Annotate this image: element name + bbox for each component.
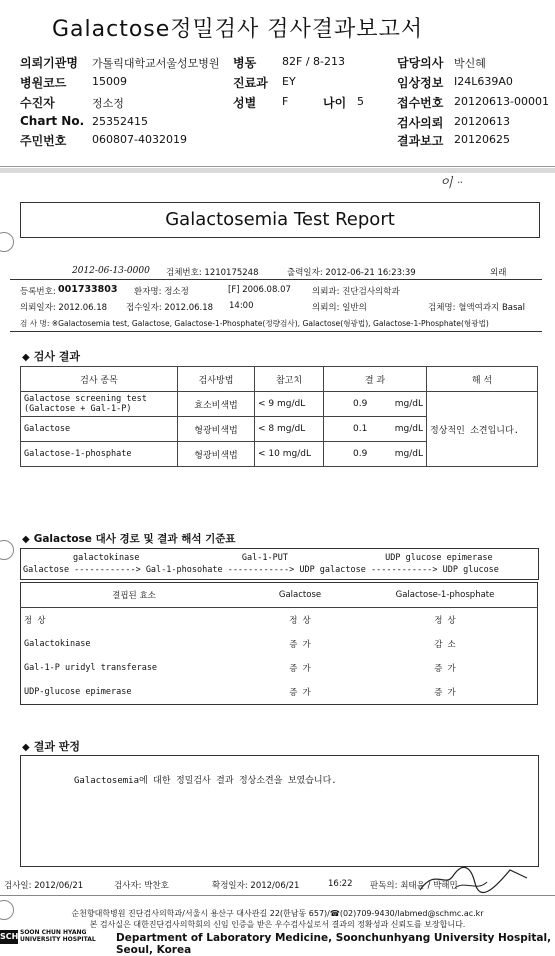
label-ward: 병동 (233, 56, 257, 70)
value-department: EY (282, 75, 296, 88)
divider (0, 895, 555, 896)
col-reference: 참고치 (255, 367, 324, 392)
patient-name: 환자명: 정소정 (134, 287, 189, 297)
gal1p-level: 감 소 (434, 640, 456, 650)
label-doctor: 담당의사 (397, 56, 444, 70)
value-hospital-code: 15009 (92, 75, 127, 88)
report-title: Galactosemia Test Report (165, 209, 395, 230)
value-clinical-info: I24L639A0 (454, 75, 513, 88)
reading-doctor: 판독의: 최태윤 / 박해민 (370, 881, 458, 891)
enzyme: 정 상 (24, 616, 46, 626)
registration-label: 등록번호: (20, 287, 56, 297)
judgement-header-text: 결과 판정 (33, 740, 81, 753)
outpatient-label: 외래 (490, 268, 507, 278)
result: 0.9 mg/dL (324, 392, 427, 417)
method: 형광비색법 (178, 442, 255, 467)
binder-hole (0, 232, 14, 252)
table-row (21, 680, 538, 705)
handwritten-date: 2012-06-13-0000 (72, 266, 150, 276)
method: 효소비색법 (178, 392, 255, 417)
specimen-number: 검체번호: 1210175248 (166, 268, 259, 278)
value-age: 5 (357, 95, 364, 108)
request-date: 의뢰일자: 2012.06.18 (20, 303, 108, 313)
value-test-request: 20120613 (454, 115, 510, 128)
form-title: Galactose정밀검사 검사결과보고서 (52, 17, 424, 42)
value-resident-no: 060807-4032019 (92, 133, 187, 146)
diamond-bullet-icon: ◆ (22, 534, 30, 545)
interpretation-table (20, 582, 538, 705)
test-item: Galactose (21, 417, 178, 442)
binder-hole (0, 540, 14, 560)
label-hospital-code: 병원코드 (20, 76, 67, 90)
col-result: 결 과 (324, 367, 427, 392)
confirmation-date: 확정일자: 2012/06/21 (212, 881, 300, 891)
footer-info (0, 908, 555, 930)
result: 0.9 mg/dL (324, 442, 427, 467)
sex-dob: [F] 2006.08.07 (228, 285, 291, 295)
col-method: 검사방법 (178, 367, 255, 392)
label-department: 진료과 (233, 76, 268, 90)
col-deficient-enzyme: 결핍된 효소 (21, 583, 248, 608)
print-date: 출력일자: 2012-06-21 16:23:39 (287, 268, 416, 278)
footer-address: 순천향대학병원 진단검사의학과/서울시 용산구 대사관길 22(한남동 657)/☎(02)709-9430/labmed@schmc.ac.kr (71, 909, 484, 918)
page-gap (0, 168, 555, 173)
label-resident-no: 주민번호 (20, 134, 67, 148)
reference: < 9 mg/dL (255, 392, 324, 417)
value-requesting-org: 가톨릭대학교서울성모병원 (92, 57, 220, 70)
label-requesting-org: 의뢰기관명 (20, 56, 78, 70)
galactose-level: 증 가 (289, 640, 311, 650)
table-row (21, 632, 538, 656)
results-section-header (22, 348, 80, 364)
judgement-text: Galactosemia에 대한 정밀검사 결과 정상소견을 보였습니다. (74, 776, 337, 786)
col-test-item: 검사 종목 (21, 367, 178, 392)
table-row (21, 392, 538, 417)
label-test-request: 검사의뢰 (397, 116, 444, 130)
diamond-bullet-icon: ◆ (22, 742, 30, 753)
result: 0.1 mg/dL (324, 417, 427, 442)
label-sex: 성별 (233, 96, 257, 110)
gal1p-level: 정 상 (434, 616, 456, 626)
footer-certification: 본 검사실은 대한진단검사의학회의 신임 인증을 받은 우수검사실로서 결과의 정확성과 신뢰도를 보장합니다. (89, 920, 466, 929)
pathway-header-text: Galactose 대사 경로 및 결과 해석 기준표 (33, 533, 236, 545)
hospital-logo-icon: SCH (0, 930, 18, 944)
report-title-box (20, 202, 540, 238)
receipt-date: 접수일자: 2012.06.18 (126, 303, 214, 313)
value-chart-no: 25352415 (92, 115, 148, 128)
value-doctor: 박신혜 (454, 57, 486, 70)
divider (0, 166, 555, 167)
pathway-flow: Galactose ------------> Gal-1-phosohate ------------> UDP galactose ------------> UDP glucose (23, 565, 499, 575)
judgement-section-header (22, 738, 80, 754)
judgement-box (20, 755, 539, 867)
enzyme: UDP-glucose epimerase (24, 687, 132, 697)
label-result-report: 결과보고 (397, 134, 444, 148)
label-clinical-info: 임상정보 (397, 76, 444, 90)
test-item: Galactose screening test (Galactose + Gal-1-P) (21, 392, 178, 417)
gal1p-level: 증 가 (434, 688, 456, 698)
form-header (0, 0, 555, 168)
divider (10, 331, 542, 332)
interpretation: 정상적인 소견입니다. (427, 392, 538, 467)
label-age: 나이 (323, 96, 347, 110)
pathway-section-header (22, 531, 236, 546)
value-ward: 82F / 8-213 (282, 55, 345, 68)
pathway-box (20, 548, 539, 580)
col-gal1p: Galactose-1-phosphate (353, 583, 538, 608)
galactose-level: 정 상 (289, 616, 311, 626)
table-row (21, 656, 538, 680)
method: 형광비색법 (178, 417, 255, 442)
test-name: 검 사 명: ※Galactosemia test, Galactose, Galactose-1-Phosphate(정량검사), Galactose(형광법), Galactose-1-Phosphate(형광법) (20, 319, 489, 328)
galactose-level: 증 가 (289, 688, 311, 698)
value-sex: F (282, 95, 289, 108)
divider (10, 279, 542, 280)
diamond-bullet-icon: ◆ (22, 352, 30, 363)
receipt-time: 14:00 (229, 301, 254, 311)
hospital-logo-text: SOON CHUN HYANG UNIVERSITY HOSPITAL (20, 929, 96, 943)
test-item: Galactose-1-phosphate (21, 442, 178, 467)
label-chart-no: Chart No. (20, 114, 85, 128)
registration-number: 001733803 (58, 284, 118, 295)
signature-icon (415, 858, 535, 898)
specimen-type: 검체명: 혈액여과지 Basal (428, 303, 525, 313)
inspection-date: 검사일: 2012/06/21 (4, 881, 84, 891)
label-receipt-no: 접수번호 (397, 96, 444, 110)
value-result-report: 20120625 (454, 133, 510, 146)
value-receipt-no: 20120613-00001 (454, 95, 549, 108)
handwritten-note: 이ᆢ (440, 176, 466, 191)
gal1p-level: 증 가 (434, 664, 456, 674)
department-name: Department of Laboratory Medicine, Soonchunhyang University Hospital, Seoul, Korea (116, 932, 552, 956)
requesting-doctor: 의뢰의: 일반의 (312, 303, 367, 313)
enzyme: Gal-1-P uridyl transferase (24, 663, 158, 673)
table-row (21, 608, 538, 633)
results-header-text: 검사 결과 (33, 350, 81, 363)
label-patient: 수진자 (20, 96, 55, 110)
confirmation-time: 16:22 (328, 879, 353, 889)
results-table (20, 366, 538, 467)
col-interpretation: 해 석 (427, 367, 538, 392)
reference: < 8 mg/dL (255, 417, 324, 442)
inspector: 검사자: 박찬호 (114, 881, 169, 891)
value-patient: 정소정 (92, 97, 124, 110)
col-galactose: Galactose (247, 583, 353, 608)
pathway-enzymes: galactokinase Gal-1-PUT UDP glucose epimerase (73, 553, 493, 563)
requesting-department: 의뢰과: 진단검사의학과 (312, 287, 400, 297)
reference: < 10 mg/dL (255, 442, 324, 467)
enzyme: Galactokinase (24, 639, 91, 649)
galactose-level: 증 가 (289, 664, 311, 674)
